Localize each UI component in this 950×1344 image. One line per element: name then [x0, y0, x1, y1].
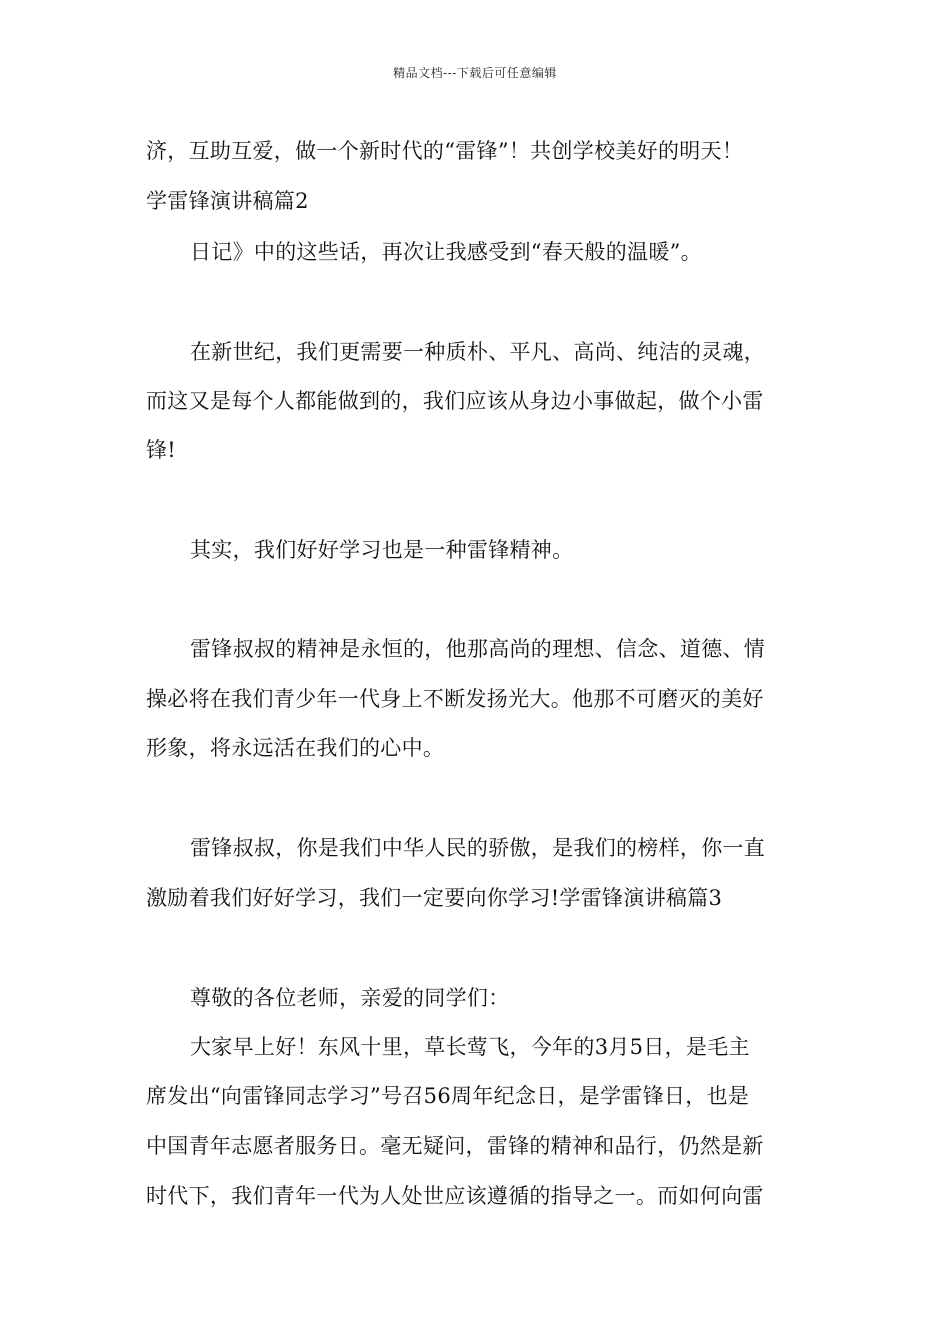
paragraph-line: 雷锋叔叔，你是我们中华人民的骄傲，是我们的榜样，你一直: [190, 836, 766, 860]
page-header: 精品文档---下载后可任意编辑: [393, 66, 557, 80]
paragraph-line: 席发出“向雷锋同志学习”号召56周年纪念日，是学雷锋日，也是: [146, 1084, 750, 1108]
paragraph-line: 大家早上好！东风十里，草长莺飞，今年的3月5日，是毛主: [190, 1035, 750, 1059]
text-line: 济，互助互爱，做一个新时代的“雷锋”！共创学校美好的明天！: [146, 139, 744, 163]
paragraph-line: 时代下，我们青年一代为人处世应该遵循的指导之一。而如何向雷: [146, 1184, 764, 1208]
section-heading: 学雷锋演讲稿篇2: [146, 189, 309, 213]
paragraph-line: 雷锋叔叔的精神是永恒的，他那高尚的理想、信念、道德、情: [190, 637, 766, 661]
paragraph-line: 其实，我们好好学习也是一种雷锋精神。: [190, 538, 574, 562]
paragraph-line: 在新世纪，我们更需要一种质朴、平凡、高尚、纯洁的灵魂，: [190, 340, 766, 364]
salutation-line: 尊敬的各位老师，亲爱的同学们：: [190, 986, 510, 1010]
paragraph-line: 而这又是每个人都能做到的，我们应该从身边小事做起，做个小雷: [146, 389, 764, 413]
paragraph-line: 形象，将永远活在我们的心中。: [146, 736, 445, 760]
paragraph-line: 操必将在我们青少年一代身上不断发扬光大。他那不可磨灭的美好: [146, 687, 764, 711]
paragraph-line: 激励着我们好好学习，我们一定要向你学习!学雷锋演讲稿篇3: [146, 886, 723, 910]
text-line: 日记》中的这些话，再次让我感受到“春天般的温暖”。: [190, 240, 702, 264]
paragraph-line: 锋!: [146, 438, 177, 462]
paragraph-line: 中国青年志愿者服务日。毫无疑问，雷锋的精神和品行，仍然是新: [146, 1134, 764, 1158]
